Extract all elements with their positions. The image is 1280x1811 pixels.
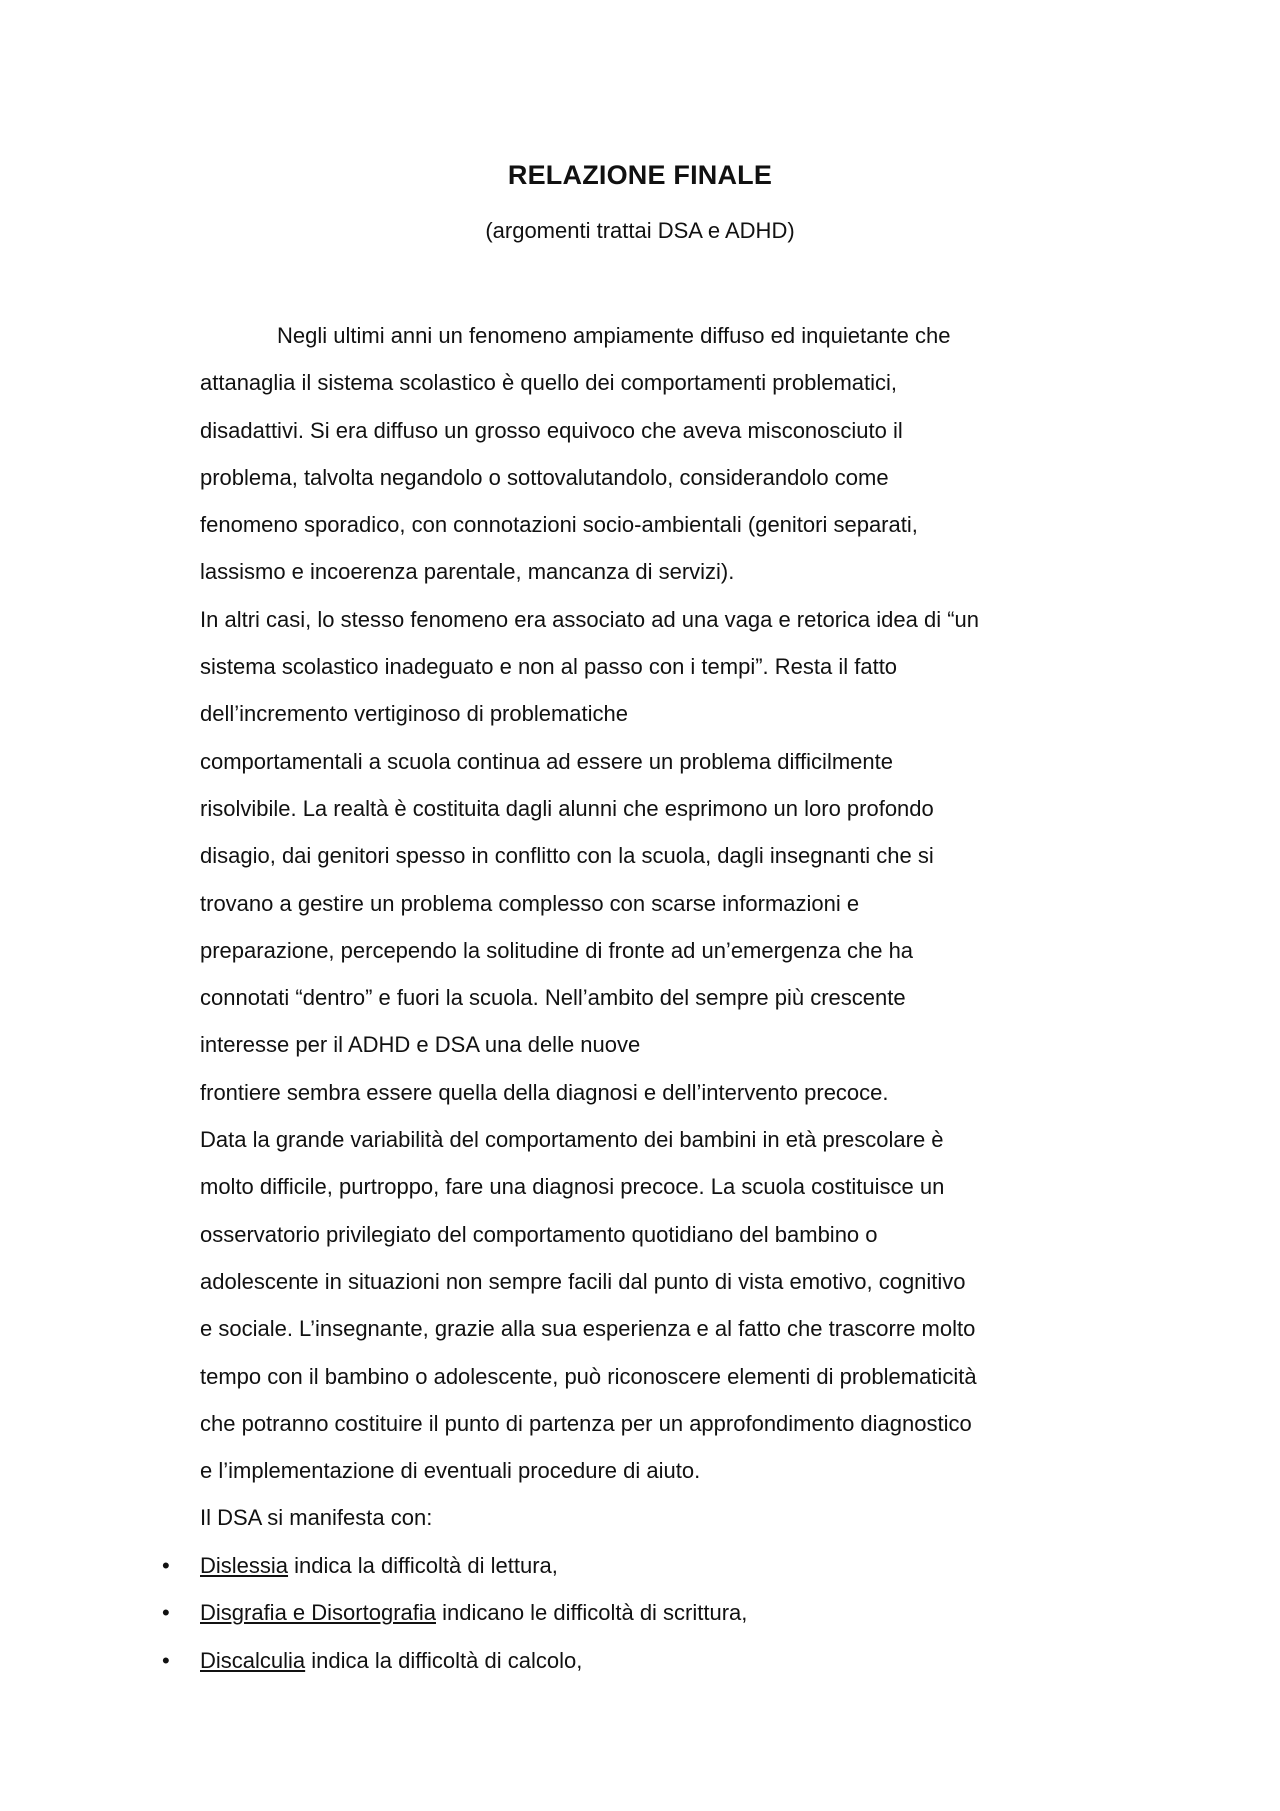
- text-line: attanaglia il sistema scolastico è quello dei comportamenti problematici,: [200, 370, 898, 396]
- list-item-text: indicano le difficoltà di scrittura,: [435, 1600, 748, 1626]
- list-item-text: indica la difficoltà di calcolo,: [305, 1647, 583, 1673]
- text-line: molto difficile, purtroppo, fare una diagnosi precoce. La scuola costituisce un: [200, 1174, 945, 1200]
- text-line: tempo con il bambino o adolescente, può riconoscere elementi di problematicità: [200, 1363, 977, 1389]
- text-line: Negli ultimi anni un fenomeno ampiamente diffuso ed inquietante che: [277, 323, 951, 348]
- text-line: comportamentali a scuola continua ad essere un problema difficilmente: [200, 748, 893, 774]
- text-line: e l’implementazione di eventuali procedure di aiuto.: [200, 1458, 701, 1484]
- text-line: risolvibile. La realtà è costituita dagli alunni che esprimono un loro profondo: [200, 795, 934, 821]
- list-item-text: indica la difficoltà di lettura,: [288, 1553, 558, 1578]
- document-subtitle: (argomenti trattai DSA e ADHD): [485, 218, 795, 243]
- text-line: adolescente in situazioni non sempre facili dal punto di vista emotivo, cognitivo: [200, 1268, 966, 1294]
- document-title: RELAZIONE FINALE: [507, 160, 773, 190]
- text-line: che potranno costituire il punto di partenza per un approfondimento diagnostico: [200, 1410, 972, 1436]
- body-text: [200, 312, 1070, 1542]
- text-line: sistema scolastico inadeguato e non al passo con i tempi”. Resta il fatto: [200, 654, 898, 680]
- text-line: connotati “dentro” e fuori la scuola. Nell’ambito del sempre più crescente: [200, 985, 906, 1011]
- list-item: [162, 1637, 1070, 1684]
- text-line: trovano a gestire un problema complesso con scarse informazioni e: [200, 890, 860, 916]
- text-line: problema, talvolta negandolo o sottovalutandolo, considerandolo come: [200, 464, 889, 490]
- list-item-term: Discalculia: [200, 1647, 306, 1673]
- text-line: interesse per il ADHD e DSA una delle nuove: [200, 1032, 641, 1058]
- list-item-term: Disgrafia e Disortografia: [200, 1600, 436, 1626]
- text-line: e sociale. L’insegnante, grazie alla sua esperienza e al fatto che trascorre molto: [200, 1316, 976, 1342]
- text-line: fenomeno sporadico, con connotazioni socio-ambientali (genitori separati,: [200, 512, 918, 538]
- list-item: [162, 1589, 1070, 1636]
- bullet-icon: •: [162, 1553, 170, 1578]
- text-line: Data la grande variabilità del comportamento dei bambini in età prescolare è: [200, 1127, 944, 1153]
- dsa-list: [162, 1542, 1070, 1684]
- bullet-icon: •: [162, 1600, 170, 1626]
- text-line: disagio, dai genitori spesso in conflitto con la scuola, dagli insegnanti che si: [200, 843, 934, 869]
- bullet-icon: •: [162, 1647, 170, 1673]
- text-line: preparazione, percependo la solitudine di fronte ad un’emergenza che ha: [200, 937, 914, 963]
- text-line: In altri casi, lo stesso fenomeno era associato ad una vaga e retorica idea di “un: [200, 606, 980, 632]
- text-line: dell’incremento vertiginoso di problematiche: [200, 701, 629, 727]
- list-item: [162, 1542, 1070, 1589]
- text-line: lassismo e incoerenza parentale, mancanza di servizi).: [200, 559, 735, 585]
- text-line: Il DSA si manifesta con:: [200, 1505, 433, 1531]
- text-line: frontiere sembra essere quella della diagnosi e dell’intervento precoce.: [200, 1079, 889, 1105]
- text-line: osservatorio privilegiato del comportamento quotidiano del bambino o: [200, 1221, 878, 1247]
- list-item-term: Dislessia: [200, 1553, 289, 1578]
- text-line: disadattivi. Si era diffuso un grosso equivoco che aveva misconosciuto il: [200, 417, 903, 443]
